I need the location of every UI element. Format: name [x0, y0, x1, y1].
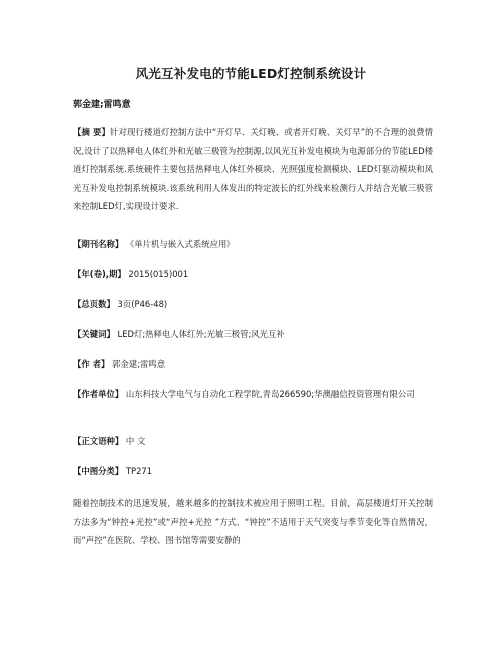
field-label: 【期刊名称】	[73, 239, 124, 249]
field-label: 【关键词】	[73, 329, 115, 339]
field-value: 山东科技大学电气与自动化工程学院,青岛266590;华澳融信投资管理有限公司	[125, 389, 415, 399]
field-label: 【正文语种】	[73, 436, 124, 446]
field-label: 【中图分类】	[73, 466, 124, 476]
field-label: 【年(卷),期】	[73, 269, 126, 279]
field-affiliation	[73, 385, 433, 404]
field-pages	[73, 295, 433, 314]
field-value: 3页(P46-48)	[117, 299, 168, 309]
field-year-volume	[73, 265, 433, 284]
field-label: 【作 者】	[73, 359, 110, 369]
abstract-label: 【摘 要】	[73, 127, 110, 137]
abstract-text: 针对现行楼道灯控制方法中“开灯早、关灯晚、或者开灯晚、关灯早”的不合理的浪费情况,设计了以热释电人体红外和光敏三极管为控制源,以风光互补发电模块为电源部分的节能LED楼道灯控制系统.系统硬件主要包括热释电人体红外模块、光照强度检测模块、LED灯驱动模块和风光互补发电控制系统模块.该系统利用人体发出的特定波长的红外线来检测行人并结合光敏三极管来控制LED灯,实现设计要求.	[73, 127, 433, 211]
field-journal	[73, 235, 433, 254]
field-value: 中 文	[125, 436, 146, 446]
field-value: 2015(015)001	[128, 269, 189, 279]
field-classification	[73, 462, 433, 481]
authors-line: 郭金建;雷鸣意	[73, 100, 131, 110]
field-keywords	[73, 325, 433, 344]
field-label: 【总页数】	[73, 299, 115, 309]
body-paragraph: 随着控制技术的迅速发展，越来越多的控制技术被应用于照明工程。目前，高层楼道灯开关控制方法多为“钟控+光控”或“声控+光控 ”方式。“钟控”不适用于天气突变与季节变化等自然情况，而“声控”在医院、学校、图书馆等需要安静的	[73, 498, 433, 545]
field-value: 《单片机与嵌入式系统应用》	[125, 239, 235, 249]
field-value: 郭金建;雷鸣意	[112, 359, 166, 369]
field-value: TP271	[125, 466, 153, 476]
field-language	[73, 432, 433, 451]
abstract-section	[73, 123, 433, 216]
document-title: 风光互补发电的节能LED灯控制系统设计	[135, 66, 367, 81]
field-label: 【作者单位】	[73, 389, 124, 399]
field-value: LED灯;热释电人体红外;光敏三极管;风光互补	[117, 329, 285, 339]
field-authors	[73, 355, 433, 374]
